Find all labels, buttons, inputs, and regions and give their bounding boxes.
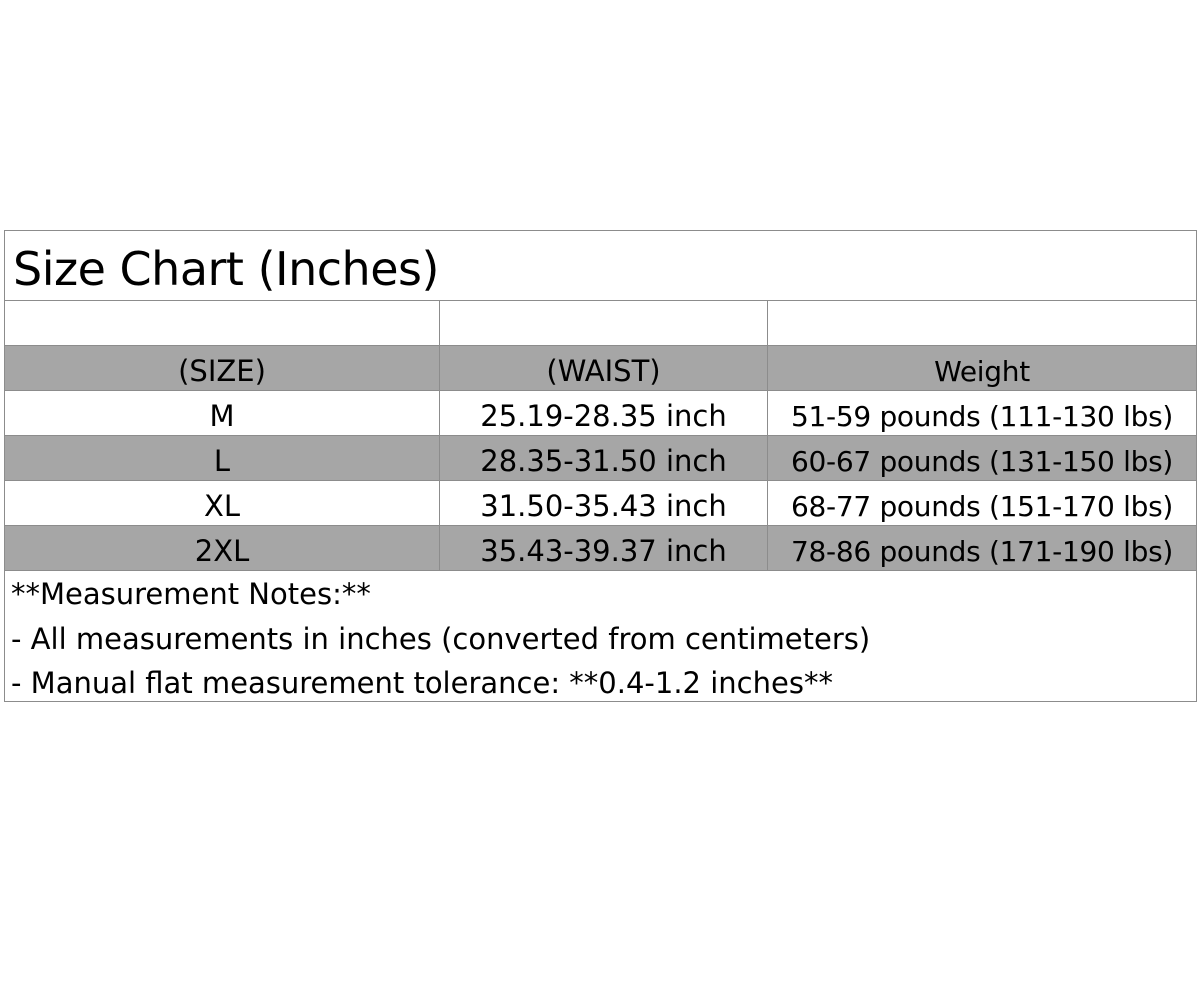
spacer-cell [440,301,768,345]
header-waist: (WAIST) [440,346,768,390]
size-cell: M [5,391,440,435]
weight-cell: 51-59 pounds (111-130 lbs) [791,400,1173,433]
notes-heading: **Measurement Notes:** [11,577,371,611]
waist-cell: 28.35-31.50 inch [440,436,768,480]
table-row [5,436,1196,481]
spacer-row [5,301,1196,346]
note-units: - All measurements in inches (converted from centimeters) [11,621,871,656]
size-cell: 2XL [5,526,440,570]
measurement-notes [5,571,1196,701]
weight-cell: 60-67 pounds (131-150 lbs) [791,445,1173,478]
weight-cell: 68-77 pounds (151-170 lbs) [791,490,1173,523]
weight-cell: 78-86 pounds (171-190 lbs) [791,535,1173,568]
table-row [5,526,1196,571]
spacer-cell [5,301,440,345]
header-row [5,346,1196,391]
table-row [5,391,1196,436]
spacer-cell [768,301,1196,345]
size-chart-sheet [4,230,1197,702]
size-cell: XL [5,481,440,525]
size-cell: L [5,436,440,480]
header-weight: Weight [934,355,1030,388]
chart-title: Size Chart (Inches) [5,231,1196,301]
table-row [5,481,1196,526]
note-tolerance: - Manual flat measurement tolerance: **0.4-1.2 inches** [11,666,833,700]
waist-cell: 25.19-28.35 inch [440,391,768,435]
header-size: (SIZE) [5,346,440,390]
waist-cell: 35.43-39.37 inch [440,526,768,570]
waist-cell: 31.50-35.43 inch [440,481,768,525]
